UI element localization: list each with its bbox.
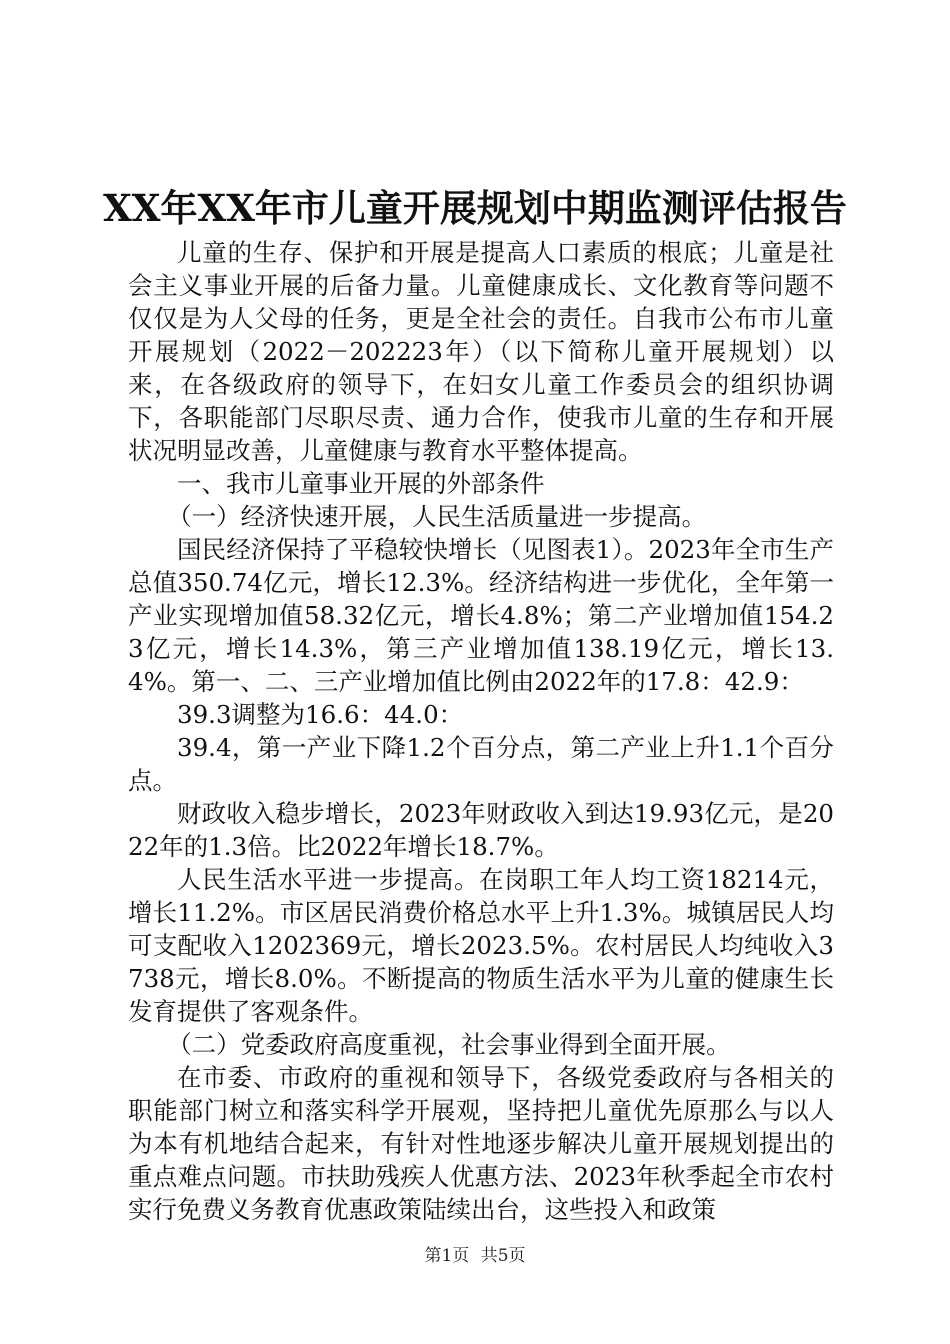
subsection-heading-2: （二）党委政府高度重视，社会事业得到全面开展。 xyxy=(167,1030,731,1059)
section-heading-1: 一、我市儿童事业开展的外部条件 xyxy=(177,469,545,498)
page-footer xyxy=(0,1244,950,1268)
paragraph-ratio-adjusted: 39.3调整为16.6：44.0： xyxy=(177,700,464,729)
page-total: 共5页 xyxy=(480,1246,526,1266)
document-body xyxy=(128,236,834,1226)
subsection-heading-1: （一）经济快速开展，人民生活质量进一步提高。 xyxy=(167,502,707,531)
paragraph-intro: 儿童的生存、保护和开展是提高人口素质的根底；儿童是社会主义事业开展的后备力量。儿童健康成长、文化教育等问题不仅仅是为人父母的任务，更是全社会的责任。自我市公布市儿童开展规划（2022－202223年）（以下简称儿童开展规划）以来，在各级政府的领导下，在妇女儿童工作委员会的组织协调下，各职能部门尽职尽责、通力合作，使我市儿童的生存和开展状况明显改善，儿童健康与教育水平整体提高。 xyxy=(128,238,834,465)
paragraph-fiscal: 财政收入稳步增长，2023年财政收入到达19.93亿元，是2022年的1.3倍。比2022年增长18.7%。 xyxy=(128,799,834,861)
paragraph-living: 人民生活水平进一步提高。在岗职工年人均工资18214元，增长11.2%。市区居民消费价格总水平上升1.3%。城镇居民人均可支配收入1202369元，增长2023.5%。农村居民人均纯收入3738元，增长8.0%。不断提高的物质生活水平为儿童的健康生长发育提供了客观条件。 xyxy=(128,865,834,1026)
document-title: XX年XX年市儿童开展规划中期监测评估报告 xyxy=(103,186,847,230)
page-number: 第1页 xyxy=(424,1246,470,1266)
paragraph-policy: 在市委、市政府的重视和领导下，各级党委政府与各相关的职能部门树立和落实科学开展观，坚持把儿童优先原那么与以人为本有机地结合起来，有针对性地逐步解决儿童开展规划提出的重点难点问题。市扶助残疾人优惠方法、2023年秋季起全市农村实行免费义务教育优惠政策陆续出台，这些投入和政策 xyxy=(128,1063,834,1224)
paragraph-ratio-change: 39.4，第一产业下降1.2个百分点，第二产业上升1.1个百分点。 xyxy=(128,733,834,795)
paragraph-economy: 国民经济保持了平稳较快增长（见图表1）。2023年全市生产总值350.74亿元，增长12.3%。经济结构进一步优化，全年第一产业实现增加值58.32亿元，增长4.8%；第二产业增加值154.23亿元，增长14.3%，第三产业增加值138.19亿元，增长13.4%。第一、二、三产业增加值比例由2022年的17.8：42.9： xyxy=(128,535,834,696)
